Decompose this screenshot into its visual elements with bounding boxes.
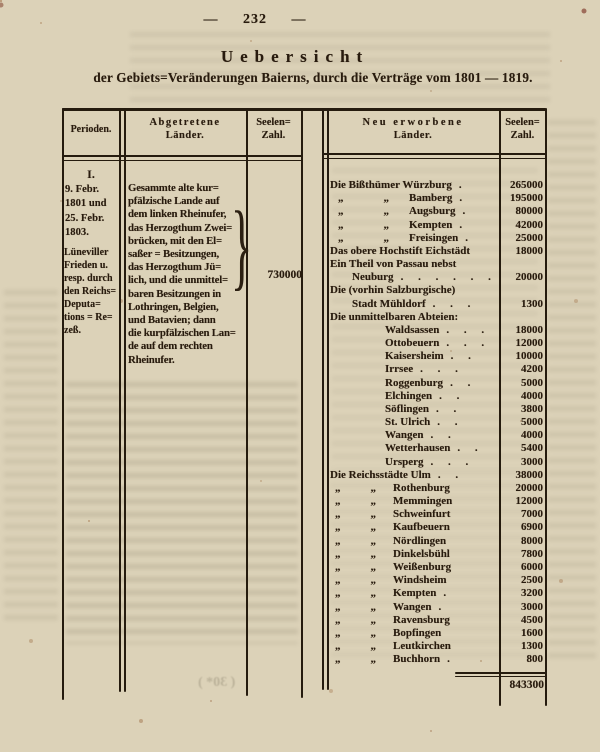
row-dot-leader: . . . [430, 455, 475, 468]
row-value: 195000 [510, 192, 543, 205]
row-label: Augsburg [409, 205, 456, 218]
table-row [330, 284, 543, 297]
row-value: 1300 [521, 640, 543, 653]
ditto-mark: „ [370, 547, 376, 560]
row-label: Weißenburg [393, 560, 452, 573]
ditto-mark: „ [370, 640, 376, 653]
header-abgetretene: Abgetretene Länder. [149, 117, 221, 141]
row-label: Das obere Hochstift Eichstädt [330, 244, 471, 257]
ditto-mark: „ [335, 587, 341, 600]
text-line: baren Besitzungen in [128, 287, 221, 300]
text-line: lich, und die unmittel= [128, 274, 228, 287]
row-label: Bopfingen [393, 626, 442, 639]
header-seelenzahl-right: Seelen= Zahl. [505, 117, 540, 141]
table-row [330, 179, 543, 192]
ditto-mark: „ [335, 495, 341, 508]
page-number: 232 [243, 12, 267, 27]
ditto-mark: „ [370, 587, 376, 600]
table-row [330, 614, 543, 627]
row-dot-leader: . . [450, 376, 477, 389]
row-dot-leader: . [465, 231, 475, 244]
ditto-mark: „ [335, 547, 341, 560]
row-value: 3200 [521, 587, 543, 600]
ditto-mark: „ [335, 653, 341, 666]
row-value: 3000 [521, 600, 543, 613]
row-dot-leader: . . [436, 402, 463, 415]
text-line: das Herzogthum Zwei= [128, 221, 233, 234]
row-dot-leader: . . . . . . [400, 271, 497, 284]
table-row [330, 601, 543, 614]
row-dot-leader: . . . [446, 337, 491, 350]
table-row [330, 469, 543, 482]
row-label: St. Ulrich [385, 416, 431, 429]
row-label: Windsheim [393, 574, 447, 587]
brace: } [231, 192, 253, 300]
column-divider [119, 108, 121, 692]
table-row [330, 587, 543, 600]
text-line: Deputa= [64, 299, 101, 310]
table-row [330, 403, 543, 416]
header-rule-right-thin [322, 158, 546, 159]
row-label: Die Bißthümer Würzburg [330, 179, 452, 191]
row-value: 12000 [515, 495, 543, 508]
column-divider [124, 108, 126, 692]
table-row [330, 653, 543, 666]
table-row [330, 521, 543, 534]
ditto-mark: „ [370, 600, 376, 613]
row-dot-leader: . . [437, 468, 465, 481]
row-value: 5400 [521, 442, 543, 455]
row-value: 6000 [521, 560, 543, 573]
text-line: Lüneviller [64, 247, 109, 258]
text-line: Frieden u. [64, 260, 108, 271]
text-line: saßer = Besitzungen, [128, 248, 220, 261]
bleedthrough-ghost [130, 32, 550, 102]
row-value: 3000 [521, 455, 543, 468]
ditto-mark: „ [335, 534, 341, 547]
text-line: pfälzische Lande auf [128, 195, 220, 208]
row-value: 5000 [521, 416, 543, 429]
table-row [330, 574, 543, 587]
row-label: Die unmittelbaren Abteien: [330, 310, 459, 323]
right-half-left-border [322, 108, 324, 690]
row-label: Söflingen [385, 402, 430, 415]
ceded-souls-value: 730000 [267, 269, 302, 281]
row-label: Kaufbeuern [393, 521, 450, 534]
row-dot-leader: . [438, 600, 448, 613]
row-dot-leader: . [459, 192, 469, 205]
ditto-mark: „ [370, 653, 376, 666]
text-line: den Reichs= [64, 286, 117, 297]
text-line: 1803. [65, 227, 89, 239]
table-row [330, 337, 543, 350]
table-row [330, 363, 543, 376]
text-line: zeß. [64, 325, 81, 336]
row-value: 38000 [515, 468, 543, 481]
text-line: das Herzogthum Jü= [128, 261, 222, 274]
row-label: Schweinfurt [393, 508, 451, 521]
ditto-mark: „ [370, 481, 376, 494]
row-value: 2500 [521, 574, 543, 587]
row-label: Die Reichsstädte Ulm [330, 468, 431, 481]
ditto-mark: „ [370, 560, 376, 573]
row-label: Dinkelsbühl [393, 547, 450, 560]
ditto-mark: „ [370, 495, 376, 508]
row-value: 1300 [521, 297, 543, 310]
table-row [330, 271, 543, 284]
row-label: Kempten [393, 587, 437, 600]
header-perioden: Perioden. [70, 124, 112, 135]
text-line: tions = Re= [64, 312, 113, 323]
ditto-mark: „ [338, 231, 344, 244]
row-dot-leader: . . [439, 389, 466, 402]
row-label: Leutkirchen [393, 640, 451, 653]
ditto-mark: „ [370, 626, 376, 639]
text-line: Rheinufer. [128, 353, 175, 366]
ditto-mark: „ [383, 231, 389, 244]
table-row [330, 416, 543, 429]
ditto-mark: „ [335, 508, 341, 521]
row-dot-leader: . . . [420, 363, 464, 376]
table-row [330, 535, 543, 548]
row-label: Nördlingen [393, 534, 447, 547]
row-value: 265000 [510, 179, 543, 191]
text-line: dem linken Rheinufer, [128, 208, 227, 221]
period-dates [65, 183, 119, 241]
row-value: 6900 [521, 521, 543, 534]
page-number-line [150, 12, 360, 28]
table-row [330, 495, 543, 508]
row-label: Irrsee [385, 363, 414, 376]
row-label: Ottobeuern [385, 337, 440, 350]
ditto-mark: „ [335, 521, 341, 534]
row-label: Roggenburg [385, 376, 444, 389]
text-line: 25. Febr. [65, 212, 105, 224]
row-label: Buchhorn [393, 653, 441, 666]
table-row [330, 640, 543, 653]
table-row [330, 245, 543, 258]
ditto-mark: „ [383, 218, 389, 231]
right-half-left-border-inner [327, 108, 329, 690]
table-row [330, 232, 543, 245]
table-row [330, 192, 543, 205]
row-value: 8000 [521, 534, 543, 547]
ditto-mark: „ [383, 192, 389, 205]
ditto-mark: „ [338, 218, 344, 231]
page-title: Uebersicht [220, 47, 370, 66]
header-rule-left [62, 155, 302, 157]
period-note [64, 246, 121, 337]
ditto-mark: „ [383, 205, 389, 218]
ditto-mark: „ [338, 192, 344, 205]
header-seelenzahl-left: Seelen= Zahl. [256, 117, 291, 141]
ceded-lands-text [128, 182, 245, 367]
ditto-mark: „ [335, 640, 341, 653]
ditto-mark: „ [338, 205, 344, 218]
row-label: Wetterhausen [385, 442, 451, 455]
row-label: Stadt Mühldorf [352, 297, 426, 310]
ditto-mark: „ [335, 481, 341, 494]
bleedthrough-ghost [66, 382, 298, 644]
table-right-border [545, 108, 547, 706]
table-row [330, 429, 543, 442]
row-value: 4500 [521, 613, 543, 626]
row-label: Neuburg [352, 271, 394, 284]
row-value: 1600 [521, 626, 543, 639]
text-line: die kurpfälzischen Lan= [128, 327, 236, 340]
row-label: Waldsassen [385, 323, 440, 336]
bleedthrough-ghost [4, 290, 58, 620]
row-value: 7800 [521, 547, 543, 560]
row-label: Kempten [409, 218, 453, 231]
row-label: Bamberg [409, 192, 453, 205]
row-label: Wangen [385, 429, 424, 442]
table-row [330, 350, 543, 363]
row-value: 4000 [521, 389, 543, 402]
row-label: Rothenburg [393, 481, 450, 494]
bleedthrough-ghost [548, 120, 596, 660]
table-row [330, 390, 543, 403]
row-label: Kaisersheim [385, 350, 444, 363]
ditto-mark: „ [370, 508, 376, 521]
text-line: und Batavien; dann [128, 314, 216, 327]
total-souls-value: 843300 [509, 679, 544, 691]
showthrough-signature-mark: ( 30* ) [197, 674, 236, 691]
table-left-border [62, 108, 64, 700]
text-line: resp. durch [64, 273, 113, 284]
ditto-mark: „ [370, 613, 376, 626]
row-value: 80000 [515, 205, 543, 218]
header-rule-left-thin [62, 160, 302, 161]
table-row [330, 311, 543, 324]
row-label: Ein Theil von Passau nebst [330, 258, 457, 271]
text-line: Lothringen, Belgien, [128, 300, 219, 313]
row-value: 12000 [515, 337, 543, 350]
row-dot-leader: . [447, 653, 456, 666]
table-row [330, 456, 543, 469]
row-value: 18000 [515, 323, 543, 336]
row-dot-leader: . . [450, 350, 477, 363]
ditto-mark: „ [335, 560, 341, 573]
row-label: Memmingen [393, 495, 453, 508]
row-dot-leader: . [443, 587, 453, 600]
table-row [330, 324, 543, 337]
row-value: 20000 [515, 271, 543, 284]
row-value: 20000 [515, 481, 543, 494]
ditto-mark: „ [335, 600, 341, 613]
row-dot-leader: . . [430, 429, 457, 442]
row-dot-leader: . . . [432, 297, 477, 310]
text-line: 9. Febr. [65, 184, 100, 195]
row-dot-leader: . [458, 179, 468, 191]
row-label: Die (vorhin Salzburgische) [330, 284, 456, 297]
row-dot-leader: . [462, 205, 472, 218]
ditto-mark: „ [370, 521, 376, 534]
ditto-mark: „ [370, 574, 376, 587]
ditto-mark: „ [335, 613, 341, 626]
table-row [330, 377, 543, 390]
dash-left: — [203, 12, 219, 27]
row-value: 25000 [515, 231, 543, 244]
row-label: Elchingen [385, 389, 433, 402]
text-line: brücken, mit den El= [128, 234, 222, 247]
right-rows [330, 179, 543, 666]
row-label: Ravensburg [393, 613, 450, 626]
row-dot-leader: . . [457, 442, 484, 455]
row-value: 18000 [515, 244, 543, 257]
text-line: de auf dem rechten [128, 340, 213, 353]
table-row [330, 508, 543, 521]
row-value: 42000 [515, 218, 543, 231]
row-value: 4000 [521, 429, 543, 442]
text-line: Gesammte alte kur= [128, 182, 219, 194]
row-dot-leader: . . . [446, 323, 491, 336]
row-dot-leader: . [459, 218, 469, 231]
header-neu-erworbene: Neu erworbene Länder. [362, 117, 464, 141]
table-row [330, 548, 543, 561]
table-row [330, 298, 543, 311]
row-label: Freisingen [409, 231, 459, 244]
row-value: 10000 [515, 350, 543, 363]
table-row [330, 561, 543, 574]
table-row [330, 205, 543, 218]
row-value: 7000 [521, 508, 543, 521]
table-top-rule [62, 108, 546, 111]
row-value: 800 [526, 653, 543, 666]
ditto-mark: „ [370, 534, 376, 547]
header-rule-right [322, 153, 546, 155]
table-row [330, 627, 543, 640]
ditto-mark: „ [335, 626, 341, 639]
dash-right: — [291, 12, 307, 27]
row-label: Ursperg [385, 455, 424, 468]
text-line: 1801 und [65, 198, 107, 210]
left-half-right-border [301, 108, 303, 698]
page-subtitle: der Gebiets=Veränderungen Baierns, durch die Verträge vom 1801 — 1819. [93, 70, 533, 85]
row-dot-leader: . . [437, 416, 464, 429]
ditto-mark: „ [335, 574, 341, 587]
table-row [330, 219, 543, 232]
period-numeral: I. [87, 167, 95, 181]
row-value: 4200 [521, 363, 543, 376]
table-row [330, 482, 543, 495]
row-value: 5000 [521, 376, 543, 389]
row-label: Wangen [393, 600, 432, 613]
table-row [330, 258, 543, 271]
table-row [330, 442, 543, 455]
row-value: 3800 [521, 402, 543, 415]
